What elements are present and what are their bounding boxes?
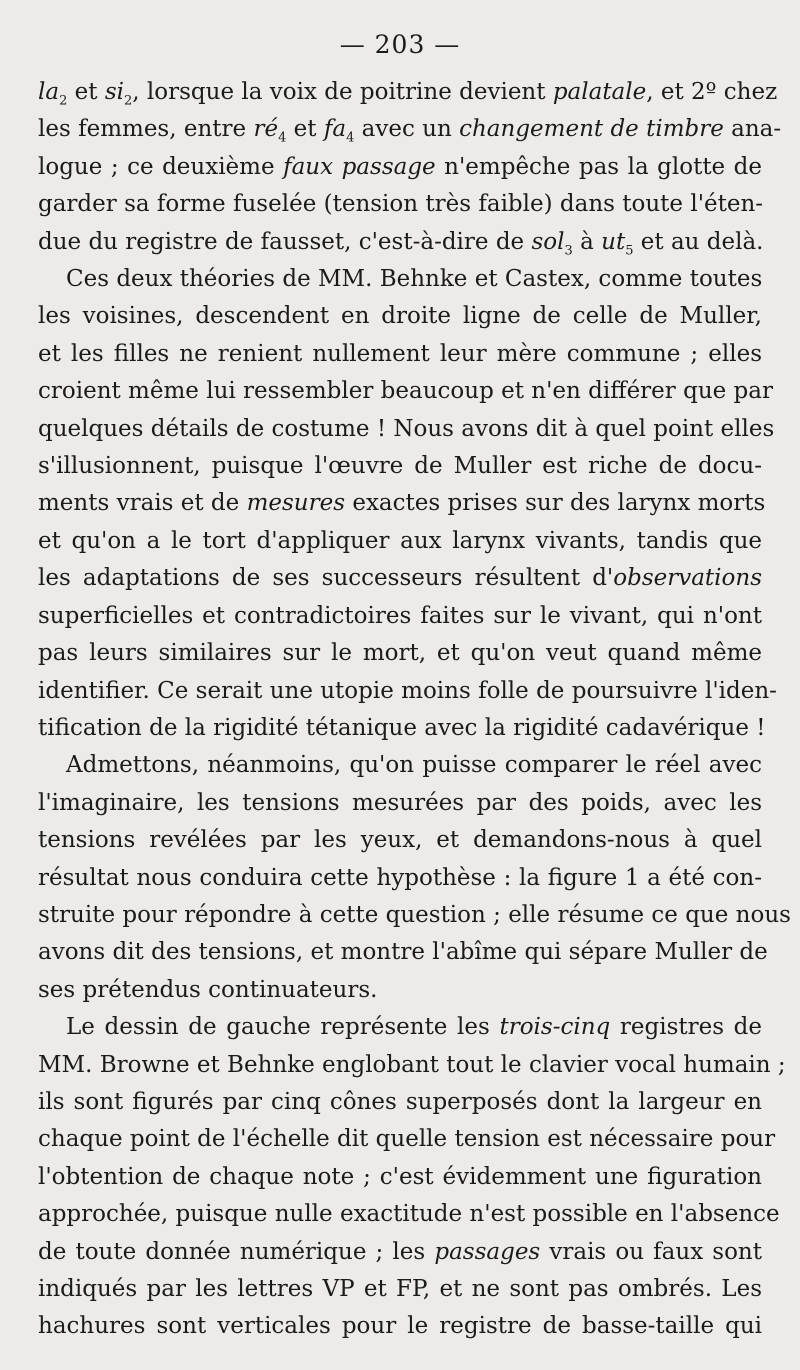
octave-subscript: 3 — [564, 243, 573, 259]
text-run: les adaptations de ses successeurs résultent d' — [38, 565, 614, 592]
octave-subscript: 2 — [59, 93, 68, 109]
italic-term: observations — [613, 565, 762, 592]
text-line — [38, 560, 762, 597]
paragraph — [38, 1009, 786, 1346]
text-run: due du registre de fausset, c'est-à-dire de — [38, 228, 532, 255]
text-run: et — [67, 79, 105, 105]
text-line — [38, 74, 778, 111]
text-run: les femmes, entre — [38, 116, 254, 143]
text-line: avons dit des tensions, et montre l'abîme qui sépare Muller de — [38, 939, 768, 966]
text-line: identifier. Ce serait une utopie moins folle de poursuivre l'iden- — [38, 677, 777, 704]
octave-subscript: 4 — [278, 131, 287, 146]
text-run: , et 2º chez — [646, 79, 778, 105]
text-line: chaque point de l'échelle dit quelle tension est nécessaire pour — [38, 1126, 776, 1153]
page-number: — 203 — — [339, 30, 461, 59]
italic-term: palatale — [552, 79, 647, 105]
text-line: et les filles ne renient nullement leur mère commune ; elles — [38, 340, 762, 367]
text-line: les voisines, descendent en droite ligne de celle de Muller, — [38, 303, 762, 330]
note-name: ut — [601, 228, 626, 255]
text-run: ana- — [723, 116, 782, 143]
text-line: indiqués par les lettres VP et FP, et ne sont pas ombrés. Les — [38, 1276, 762, 1302]
octave-subscript: 2 — [124, 93, 133, 109]
text-run: et — [286, 116, 324, 143]
note-name: fa — [323, 116, 347, 143]
text-run: Le dessin de gauche représente les — [66, 1014, 500, 1041]
text-run: , lorsque la voix de poitrine devient — [132, 79, 553, 105]
octave-subscript: 5 — [625, 243, 634, 259]
italic-term: trois-cinq — [499, 1014, 611, 1041]
text-line — [38, 224, 762, 261]
text-run: exactes prises sur des larynx morts — [345, 490, 766, 517]
text-line: tification de la rigidité tétanique avec la rigidité cadavérique ! — [38, 714, 766, 741]
text-line: garder sa forme fuselée (tension très faible) dans toute l'éten- — [38, 191, 764, 218]
text-line: tensions revélées par les yeux, et demandons-nous à quel — [38, 827, 762, 854]
italic-term: faux passage — [283, 153, 436, 180]
italic-term: changement de timbre — [459, 116, 724, 143]
text-line — [38, 149, 762, 186]
italic-term: passages — [434, 1238, 541, 1265]
text-run: vrais ou faux sont — [540, 1238, 762, 1265]
note-name: la — [38, 79, 60, 105]
text-run: logue ; ce deuxième — [38, 153, 284, 180]
text-run: et au delà. — [633, 228, 764, 255]
text-line — [38, 485, 766, 522]
text-line — [38, 111, 782, 148]
text-line: croient même lui ressembler beaucoup et n'en différer que par — [38, 378, 773, 405]
text-line: ils sont figurés par cinq cônes superposés dont la largeur en — [38, 1088, 762, 1115]
text-line: résultat nous conduira cette hypothèse : la figure 1 a été con- — [38, 864, 762, 891]
text-line: approchée, puisque nulle exactitude n'est possible en l'absence — [38, 1201, 780, 1228]
text-run: n'empêche pas la glotte de — [435, 153, 762, 180]
text-line: l'imaginaire, les tensions mesurées par des poids, avec les — [38, 789, 762, 816]
text-line: Admettons, néanmoins, qu'on puisse comparer le réel avec — [66, 752, 762, 779]
text-line: hachures sont verticales pour le registre de basse-taille qui — [38, 1313, 762, 1340]
note-name: ré — [253, 116, 279, 143]
text-run: de toute donnée numérique ; les — [38, 1238, 435, 1265]
text-line — [38, 1234, 762, 1271]
text-line: s'illusionnent, puisque l'œuvre de Muller est riche de docu- — [38, 453, 762, 480]
paragraph — [38, 261, 777, 747]
text-line: ses prétendus continuateurs. — [38, 976, 378, 1003]
paragraph — [38, 74, 782, 261]
text-run: avec un — [354, 116, 460, 143]
text-line: struite pour répondre à cette question ; elle résume ce que nous — [38, 901, 791, 928]
text-line: superficielles et contradictoires faites sur le vivant, qui n'ont — [38, 602, 762, 629]
text-line — [38, 1009, 762, 1046]
text-line: Ces deux théories de MM. Behnke et Castex, comme toutes — [66, 266, 763, 293]
text-line: MM. Browne et Behnke englobant tout le clavier vocal humain ; — [38, 1051, 786, 1078]
text-run: à — [572, 228, 602, 255]
note-name: si — [104, 79, 125, 105]
text-line: pas leurs similaires sur le mort, et qu'on veut quand même — [38, 640, 762, 667]
italic-term: mesures — [246, 490, 346, 517]
text-run: registres de — [610, 1014, 762, 1041]
text-line: l'obtention de chaque note ; c'est évidemment une figuration — [38, 1163, 762, 1190]
octave-subscript: 4 — [346, 131, 355, 146]
paragraph — [38, 747, 791, 1009]
text-line: quelques détails de costume ! Nous avons dit à quel point elles — [38, 415, 775, 442]
text-line: et qu'on a le tort d'appliquer aux larynx vivants, tandis que — [38, 527, 762, 554]
note-name: sol — [531, 228, 565, 255]
text-run: ments vrais et de — [38, 490, 247, 517]
